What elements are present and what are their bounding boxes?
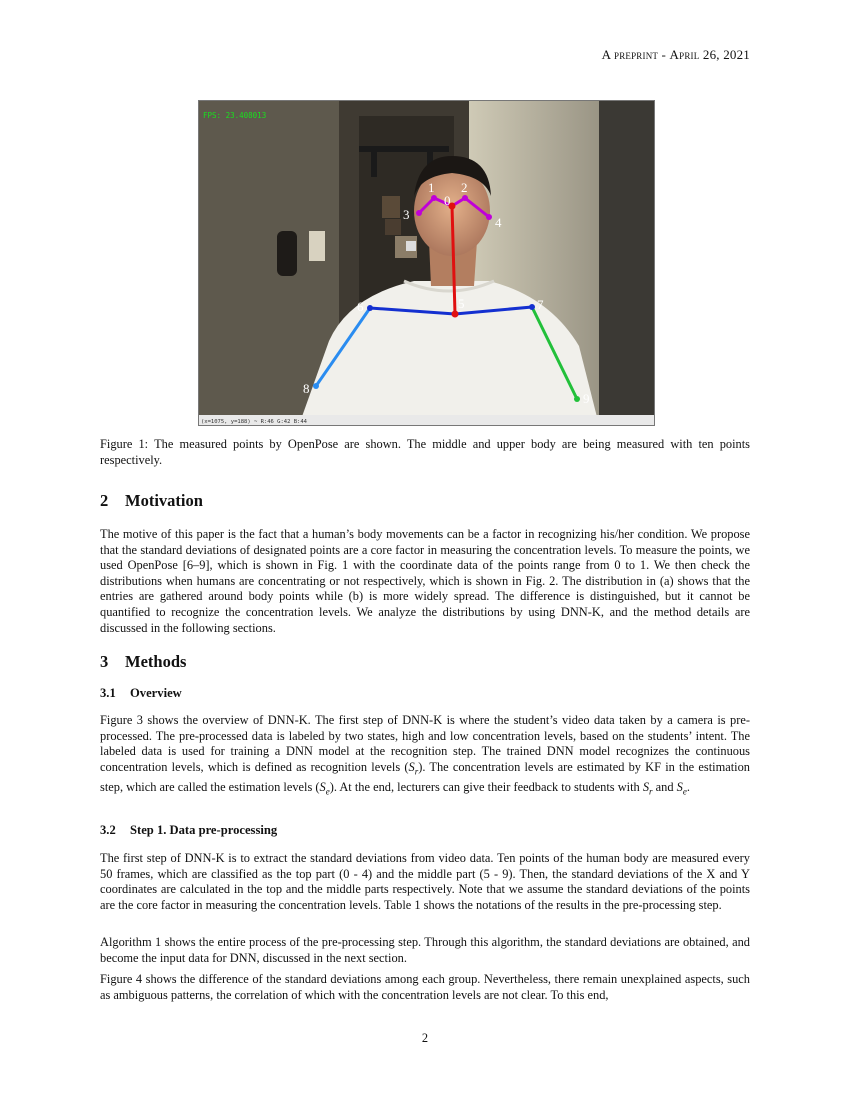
header-date: April 26, 2021 — [669, 47, 750, 62]
keypoint-label-1: 1 — [428, 180, 435, 195]
section-number: 2 — [100, 491, 109, 510]
keypoint-label-5: 5 — [458, 296, 465, 311]
section-title: Motivation — [125, 491, 203, 510]
keypoint-4 — [486, 214, 492, 220]
keypoint-label-2: 2 — [461, 180, 468, 195]
caption-text: The measured points by OpenPose are shown. The middle and upper body are being measured with ten points respectively. — [100, 437, 750, 467]
keypoint-2 — [462, 195, 468, 201]
subsection-title: Step 1. Data pre-processing — [130, 823, 278, 837]
keypoint-label-9: 9 — [583, 391, 590, 406]
figure-1-openpose-photo — [198, 100, 655, 426]
section-2-heading — [100, 491, 203, 511]
keypoint-3 — [416, 210, 422, 216]
keypoint-label-4: 4 — [495, 215, 502, 230]
math-s-r: $S_r$ — [642, 779, 653, 797]
section-3-heading — [100, 652, 186, 672]
subsection-3-1-heading — [100, 686, 182, 701]
keypoint-label-0: 0 — [444, 193, 451, 208]
keypoint-label-8: 8 — [303, 381, 310, 396]
keypoint-1 — [431, 195, 437, 201]
caption-label: Figure 1: — [100, 437, 149, 451]
keypoint-label-7: 7 — [537, 297, 544, 312]
keypoint-5 — [452, 311, 459, 318]
subsection-number: 3.1 — [100, 686, 116, 700]
math-s-e: $S_e$ — [319, 779, 330, 797]
section-number: 3 — [100, 652, 109, 671]
preprocessing-paragraph-1: The first step of DNN-K is to extract the standard deviations from video data. Ten points of the human body are measured every 50 frames, which are classified as the top part (0 - 4) and the middle part (5 - 9). Then, the standard deviations of the X and Y coordinates are calculated in the top and the middle parts respectively. Note that we assume the standard deviations of the points are the core factor in measuring the concentration levels. Table 1 shows the notations of the results in the pre-processing step. — [100, 851, 750, 912]
running-header — [602, 47, 750, 63]
preprocessing-paragraph-2: Algorithm 1 shows the entire process of the pre-processing step. Through this algorithm, the standard deviations are obtained, and become the input data for DNN, discussed in the next section. — [100, 935, 750, 965]
header-separator: - — [658, 47, 670, 62]
preprint-label: A preprint — [601, 47, 659, 62]
status-bar-readout: (x=1075, y=188) ~ R:46 G:42 B:44 — [201, 419, 307, 425]
preprocessing-paragraph-3: Figure 4 shows the difference of the standard deviations among each group. Nevertheless, there remain unexplained aspects, such as ambiguous patterns, the correlation of which with the concentration levels are not clear. To this end, — [100, 972, 750, 1002]
section-title: Methods — [125, 652, 187, 671]
figure-1-caption — [100, 436, 750, 468]
math-s-r: $S_r$ — [408, 759, 419, 777]
keypoint-label-6: 6 — [357, 299, 364, 314]
keypoint-9 — [574, 396, 580, 402]
subsection-number: 3.2 — [100, 823, 116, 837]
keypoint-8 — [313, 383, 319, 389]
math-s-e: $S_e$ — [676, 779, 687, 797]
subsection-title: Overview — [130, 686, 182, 700]
fps-readout: FPS: 23.408013 — [203, 111, 267, 120]
motivation-paragraph: The motive of this paper is the fact that a human’s body movements can be a factor in recognizing his/her condition. We propose that the standard deviations of designated points are a core factor in measuring the concentration levels. To measure the points, we used OpenPose [6–9], which is shown in Fig. 1 with the coordinate data of the points range from 0 to 1. We then check the distributions when humans are concentrating or not respectively, which is shown in Fig. 2. The distribution in (a) shows that the entries are gathered around body points while (b) is more widely spread. The difference is distinguished, but it cannot be quantified to recognize the concentration levels. We analyze the distributions by using DNN-K, and the method details are discussed in the following sections. — [100, 527, 750, 635]
keypoint-6 — [367, 305, 373, 311]
keypoint-label-3: 3 — [403, 207, 410, 222]
page-number: 2 — [421, 1031, 429, 1045]
keypoint-7 — [529, 304, 535, 310]
overview-paragraph: Figure 3 shows the overview of DNN-K. The first step of DNN-K is where the student’s video data taken by a camera is pre-processed. The pre-processed data is labeled by two states, high and low concentration levels, based on the students’ intent. The labeled data is used for training a DNN model at the recognition step. The trained DNN model recognizes the continuous concentration levels, which is defined as recognition levels $(S_r)$. The concentration levels are estimated by KF in the estimation step, which are called the estimation levels $(S_e)$. At the end, lecturers can give their feedback to students with $S_r$ and $S_e$. — [100, 713, 750, 797]
subsection-3-2-heading — [100, 823, 277, 838]
